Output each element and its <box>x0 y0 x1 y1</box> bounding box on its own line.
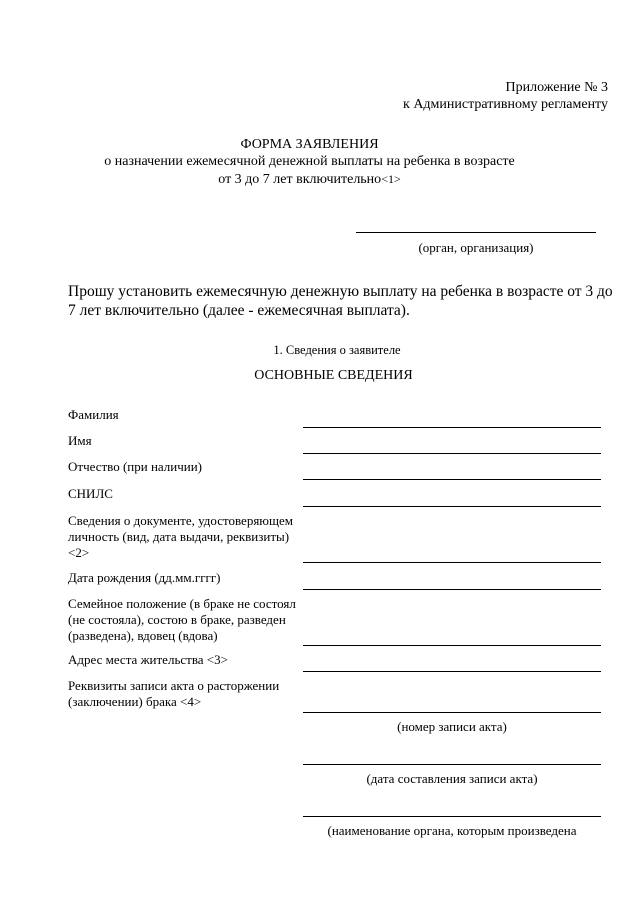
marital-status-label <box>68 596 304 644</box>
snils-field[interactable] <box>303 506 601 507</box>
record-number-field[interactable] <box>303 712 601 713</box>
snils-label: СНИЛС <box>68 486 113 501</box>
surname-field[interactable] <box>303 427 601 428</box>
appendix-number: Приложение № 3 <box>505 80 608 95</box>
address-field[interactable] <box>303 671 601 672</box>
section-subheading: ОСНОВНЫЕ СВЕДЕНИЯ <box>254 368 413 383</box>
marital-status-label-line3: (разведена), вдовец (вдова) <box>68 628 218 643</box>
marital-status-label-line1: Семейное положение (в браке не состоял <box>68 596 296 611</box>
request-line2: 7 лет включительно (далее - ежемесячная выплата). <box>68 302 410 319</box>
form-subtitle-line2 <box>0 172 619 188</box>
identity-document-field[interactable] <box>303 562 601 563</box>
section-heading: 1. Сведения о заявителе <box>273 343 401 357</box>
record-authority-caption: (наименование органа, которым произведена <box>327 823 577 838</box>
marital-status-field[interactable] <box>303 645 601 646</box>
form-subtitle-text: от 3 до 7 лет включительно <box>218 172 382 187</box>
name-field[interactable] <box>303 453 601 454</box>
recipient-organization-field[interactable] <box>356 232 596 233</box>
identity-document-label-line1: Сведения о документе, удостоверяющем <box>68 513 294 528</box>
identity-document-label-line3: <2> <box>68 545 90 560</box>
birth-date-field[interactable] <box>303 589 601 590</box>
record-number-caption: (номер записи акта) <box>397 719 507 734</box>
patronymic-field[interactable] <box>303 479 601 480</box>
surname-label: Фамилия <box>68 407 119 422</box>
identity-document-label-line2: личность (вид, дата выдачи, реквизиты) <box>68 529 290 544</box>
divorce-record-label <box>68 678 304 710</box>
record-authority-field[interactable] <box>303 816 601 817</box>
divorce-record-label-line2: (заключении) брака <4> <box>68 694 202 709</box>
record-date-caption: (дата составления записи акта) <box>366 771 538 786</box>
recipient-organization-caption: (орган, организация) <box>418 240 534 255</box>
appendix-reference: к Административному регламенту <box>403 97 608 112</box>
divorce-record-label-line1: Реквизиты записи акта о расторжении <box>68 678 280 693</box>
request-paragraph <box>68 282 613 320</box>
footnote-marker: <1> <box>381 172 401 186</box>
address-label: Адрес места жительства <3> <box>68 652 228 667</box>
form-subtitle-line1: о назначении ежемесячной денежной выплаты на ребенка в возрасте <box>104 154 515 169</box>
patronymic-label: Отчество (при наличии) <box>68 459 203 474</box>
request-line1: Прошу установить ежемесячную денежную выплату на ребенка в возрасте от 3 до <box>68 283 613 300</box>
form-title: ФОРМА ЗАЯВЛЕНИЯ <box>240 137 379 152</box>
marital-status-label-line2: (не состояла), состою в браке, разведен <box>68 612 286 627</box>
birth-date-label: Дата рождения (дд.мм.гггг) <box>68 570 221 585</box>
name-label: Имя <box>68 433 92 448</box>
record-date-field[interactable] <box>303 764 601 765</box>
identity-document-label <box>68 513 304 561</box>
